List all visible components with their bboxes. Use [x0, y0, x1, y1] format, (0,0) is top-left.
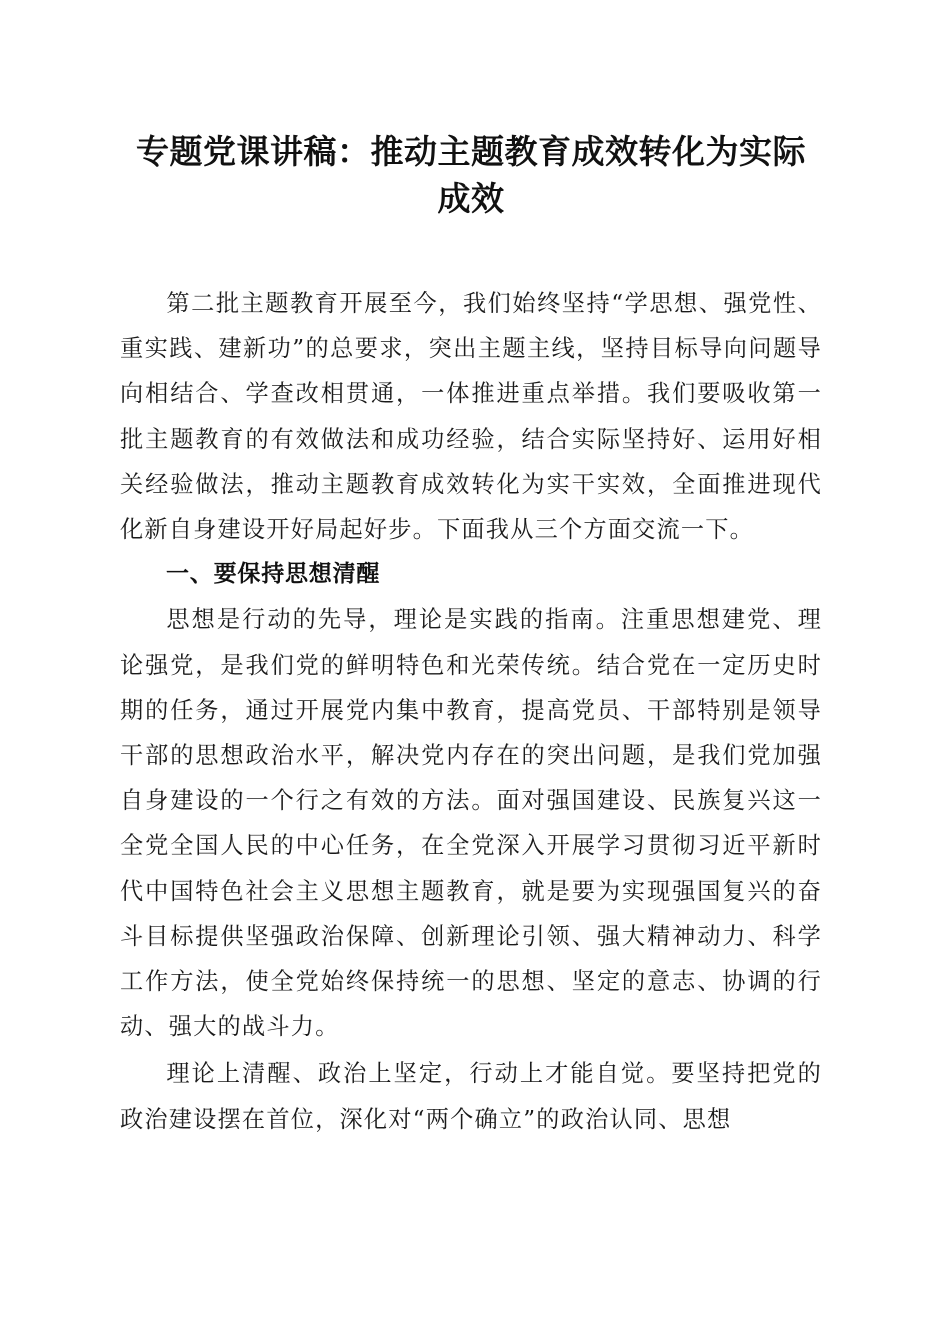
section-heading-1: 一、要保持思想清醒 — [166, 561, 381, 588]
intro-paragraph: 第二批主题教育开展至今，我们始终坚持“学思想、强党性、重实践、建新功”的总要求，突出主题主线，坚持目标导向问题导向相结合、学查改相贯通，一体推进重点举措。我们要吸收第一批主题教育的有效做法和成功经验，结合实际坚持好、运用好相关经验做法，推动主题教育成效转化为实干实效，全面推进现代化新自身建设开好局起好步。下面我从三个方面交流一下。 — [120, 290, 822, 544]
document-title — [120, 128, 822, 222]
document-body — [120, 281, 822, 1142]
document-title-line-1: 专题党课讲稿：推动主题教育成效转化为实际 — [136, 132, 806, 171]
section-1-paragraph-2: 理论上清醒、政治上坚定，行动上才能自觉。要坚持把党的政治建设摆在首位，深化对“两个确立”的政治认同、思想 — [120, 1060, 822, 1133]
document-title-line-2: 成效 — [437, 179, 505, 218]
section-1-paragraph-1: 思想是行动的先导，理论是实践的指南。注重思想建党、理论强党，是我们党的鲜明特色和光荣传统。结合党在一定历史时期的任务，通过开展党内集中教育，提高党员、干部特别是领导干部的思想政治水平，解决党内存在的突出问题，是我们党加强自身建设的一个行之有效的方法。面对强国建设、民族复兴这一全党全国人民的中心任务，在全党深入开展学习贯彻习近平新时代中国特色社会主义思想主题教育，就是要为实现强国复兴的奋斗目标提供坚强政治保障、创新理论引领、强大精神动力、科学工作方法，使全党始终保持统一的思想、坚定的意志、协调的行动、强大的战斗力。 — [120, 606, 822, 1041]
